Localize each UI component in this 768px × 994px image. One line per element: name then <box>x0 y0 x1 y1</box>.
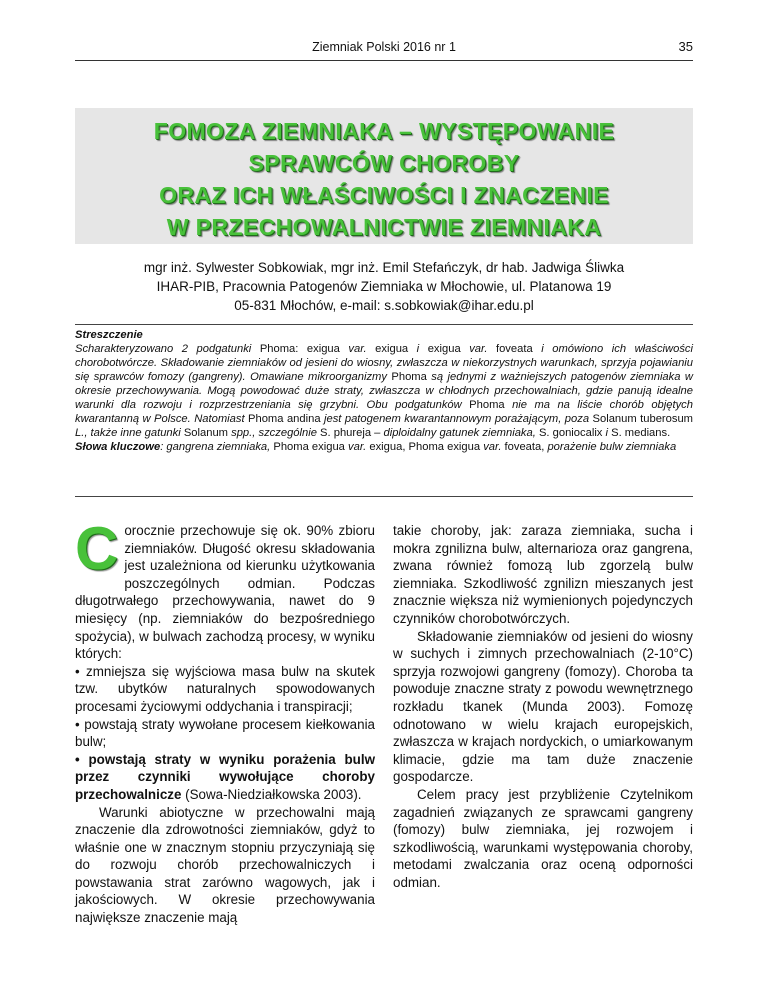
body-paragraph: takie choroby, jak: zaraza ziemniaka, sucha i mokra zgnilizna bulw, alternarioza oraz gangrena, zwana również fomozą lub zgorzelą bulw ziemniaka. Szkodliwość zgnilizn mieszanych jest znacznie większa niż wymienionych pojedynczych czynników chorobotwórczych. <box>393 523 693 626</box>
header-divider <box>75 60 693 61</box>
title-line: SPRAWCÓW CHOROBY <box>248 150 520 176</box>
abstract-divider-top <box>75 324 693 325</box>
body-paragraph: Celem pracy jest przybliżenie Czytelnikom zagadnień związanych ze sprawcami gangreny (fomozy) bulw ziemniaka, jej rozwojem i szkodliwością, warunkami występowania choroby, metodami zwalczania oraz oceną odporności odmian. <box>393 786 693 890</box>
title-line: FOMOZA ZIEMNIAKA – WYSTĘPOWANIE <box>153 118 615 144</box>
author-address: 05-831 Młochów, e-mail: s.sobkowiak@ihar.edu.pl <box>234 298 534 313</box>
bullet-item: • powstają straty w wyniku porażenia bulw przez czynniki wywołujące choroby przechowalnicze (Sowa-Niedziałkowska 2003). <box>75 751 375 802</box>
bullet-item: • zmniejsza się wyjściowa masa bulw na skutek tzw. ubytków naturalnych spowodowanych procesami życiowymi oddychania i transpiracji; <box>75 663 375 714</box>
title-line: ORAZ ICH WŁAŚCIWOŚCI I ZNACZENIE <box>159 182 609 208</box>
bullet-item: • powstają straty wywołane procesem kiełkowania bulw; <box>75 716 375 750</box>
author-names: mgr inż. Sylwester Sobkowiak, mgr inż. Emil Stefańczyk, dr hab. Jadwiga Śliwka <box>143 260 625 275</box>
title-line: W PRZECHOWALNICTWIE ZIEMNIAKA <box>166 214 602 240</box>
body-paragraph: Składowanie ziemniaków od jesieni do wiosny w suchych i zimnych przechowalniach (2-10°C) sprzyja rozwojowi gangreny (fomozy). Choroba ta powoduje znaczne straty z powodu wewnętrznego rozkładu tkanek (Munda 2003). Fomozę odnotowano w wielu krajach europejskich, zwłaszcza w krajach nordyckich, o umiarkowanym klimacie, gdzie ma tam duże znaczenie gospodarcze. <box>393 628 693 785</box>
abstract <box>75 328 693 454</box>
running-header <box>75 36 693 58</box>
body-column-left <box>75 515 375 927</box>
abstract-divider-bottom <box>75 496 693 497</box>
abstract-text: Scharakteryzowano 2 podgatunki Phoma: exigua var. exigua i exigua var. foveata i omówiono ich właściwości chorobotwórcze. Składowanie ziemniaków od jesieni do wiosny, zwłaszcza w niekorzystnych warunkach, sprzyja pojawianiu się sprawców fomozy (gangreny). Omawiane mikroorganizmy Phoma są jednymi z ważniejszych patogenów ziemniaka w okresie przechowywania. Mogą powodować duże straty, zwłaszcza w chłodnych przechowalniach, gdzie panują idealne warunki dla rozwoju i rozprzestrzeniania się grzybni. Obu podgatunków Phoma nie ma na liście chorób objętych kwarantanną w Polsce. Natomiast Phoma andina jest patogenem kwarantannowym porażającym, poza Solanum tuberosum L., także inne gatunki Solanum spp., szczególnie S. phureja – diploidalny gatunek ziemniaka, S. goniocalix i S. medians. <box>75 343 694 439</box>
author-block <box>75 258 693 315</box>
title-banner <box>75 108 693 244</box>
body-column-right <box>393 522 693 891</box>
drop-cap: C <box>75 515 119 582</box>
intro-paragraph: Corocznie przechowuje się ok. 90% zbioru ziemniaków. Długość okresu składowania jest uzależniona od kierunku użytkowania poszczególnych odmian. Podczas długotrwałego przechowywania, nawet do 9 miesięcy (np. ziemniaków do bezpośredniego spożycia), w bulwach zachodzą procesy, w wyniku których: <box>75 515 375 662</box>
abstract-heading: Streszczenie <box>75 329 143 341</box>
body-paragraph: Warunki abiotyczne w przechowalni mają znaczenie dla zdrowotności ziemniaków, gdyż to właśnie one w znacznym stopniu przyczyniają się do rozwoju chorób przechowalniczych i powstawania strat zarówno wagowych, jak i jakościowych. W okresie przechowywania największe znaczenie mają <box>75 804 375 926</box>
page-number: 35 <box>678 39 693 54</box>
journal-title: Ziemniak Polski 2016 nr 1 <box>312 40 456 54</box>
abstract-keywords: Słowa kluczowe: gangrena ziemniaka, Phoma exigua var. exigua, Phoma exigua var. foveata, porażenie bulw ziemniaka <box>75 441 677 453</box>
author-affiliation: IHAR-PIB, Pracownia Patogenów Ziemniaka w Młochowie, ul. Platanowa 19 <box>156 279 612 294</box>
